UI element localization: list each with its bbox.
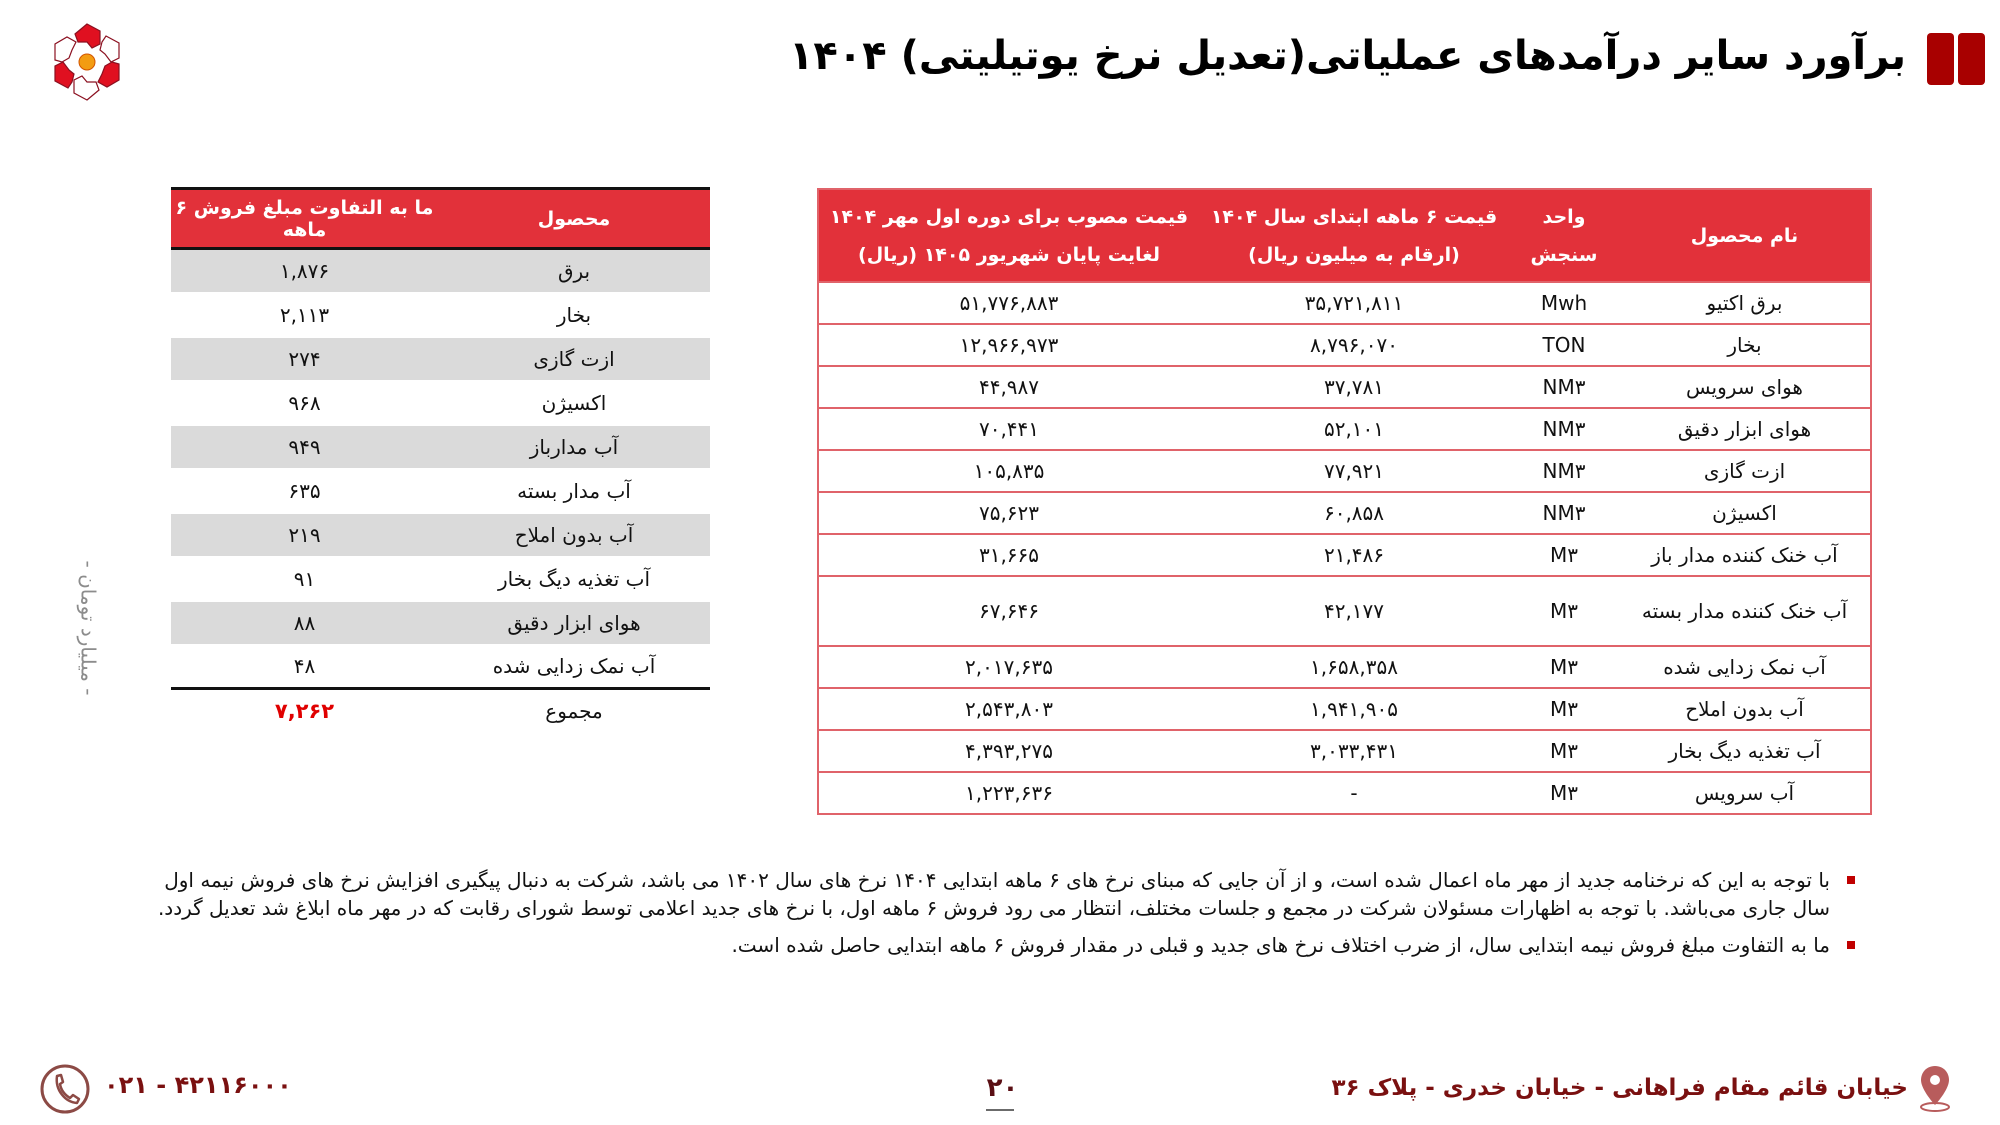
product-cell: آب تغذیه دیگ بخار xyxy=(438,557,710,601)
table-row xyxy=(818,688,1871,730)
total-row xyxy=(171,689,710,733)
price6-cell: ۶۰,۸۵۸ xyxy=(1199,492,1509,534)
name-cell: آب نمک زدایی شده xyxy=(1619,646,1871,688)
total-label: مجموع xyxy=(438,689,710,733)
total-value: ۷,۲۶۲ xyxy=(171,689,438,733)
price6-cell: ۱,۹۴۱,۹۰۵ xyxy=(1199,688,1509,730)
footer-address: خیابان قائم مقام فراهانی - خیابان خدری - پلاک ۳۶ xyxy=(1331,1075,1908,1101)
table-row xyxy=(818,282,1871,324)
column-header-difference: ما به التفاوت مبلغ فروش ۶ ماهه xyxy=(171,189,438,249)
approved-cell: ۶۷,۶۴۶ xyxy=(818,576,1199,646)
table-row xyxy=(818,772,1871,814)
name-cell: هوای سرویس xyxy=(1619,366,1871,408)
value-cell: ۹۶۸ xyxy=(171,381,438,425)
table-row xyxy=(171,601,710,645)
price6-cell: ۱,۶۵۸,۳۵۸ xyxy=(1199,646,1509,688)
approved-cell: ۷۵,۶۲۳ xyxy=(818,492,1199,534)
note-text: با توجه به این که نرخنامه جدید از مهر ماه اعمال شده است، و از آن جایی که مبنای نرخ های ۶ ماهه ابتدایی ۱۴۰۴ نرخ های سال ۱۴۰۲ می باشد، شرکت به دنبال پیگیری افزایش نرخ های فروش نیمه اول سال جاری می‌باشد. با توجه به اظهارات مسئولان شرکت در مجمع و جلسات مختلف، انتظار می رود فروش ۶ ماهه اول، با نرخ های جدید اعلامی توسط شورای رقابت که در مهر ماه ابلاغ شد تعدیل گردد. xyxy=(157,868,1830,920)
table-row xyxy=(818,730,1871,772)
approved-cell: ۲,۵۴۳,۸۰۳ xyxy=(818,688,1199,730)
note-item xyxy=(140,931,1830,959)
unit-cell: M۳ xyxy=(1509,534,1619,576)
table-row xyxy=(818,450,1871,492)
phone-icon xyxy=(40,1064,90,1114)
unit-cell: M۳ xyxy=(1509,646,1619,688)
price6-cell: ۸,۷۹۶,۰۷۰ xyxy=(1199,324,1509,366)
table-row xyxy=(171,337,710,381)
column-header-name: نام محصول xyxy=(1619,189,1871,282)
product-cell: آب نمک زدایی شده xyxy=(438,645,710,689)
page-number-underline xyxy=(986,1109,1014,1111)
company-logo xyxy=(50,22,124,102)
column-header-unit: واحد سنجش xyxy=(1509,189,1619,282)
table-row xyxy=(818,366,1871,408)
product-cell: بخار xyxy=(438,293,710,337)
product-cell: اکسیژن xyxy=(438,381,710,425)
name-cell: آب بدون املاح xyxy=(1619,688,1871,730)
note-item xyxy=(140,866,1830,922)
approved-cell: ۳۱,۶۶۵ xyxy=(818,534,1199,576)
value-cell: ۹۴۹ xyxy=(171,425,438,469)
table-row xyxy=(171,425,710,469)
price6-cell: ۴۲,۱۷۷ xyxy=(1199,576,1509,646)
notes-list xyxy=(140,866,1830,968)
product-cell: آب مدار بسته xyxy=(438,469,710,513)
column-header-product: محصول xyxy=(438,189,710,249)
page-title: برآورد سایر درآمدهای عملیاتی(تعدیل نرخ یوتیلیتی) ۱۴۰۴ xyxy=(789,33,1906,79)
product-cell: برق xyxy=(438,249,710,293)
value-cell: ۲,۱۱۳ xyxy=(171,293,438,337)
table-row xyxy=(818,534,1871,576)
approved-cell: ۵۱,۷۷۶,۸۸۳ xyxy=(818,282,1199,324)
unit-cell: NM۳ xyxy=(1509,408,1619,450)
approved-cell: ۲,۰۱۷,۶۳۵ xyxy=(818,646,1199,688)
value-cell: ۹۱ xyxy=(171,557,438,601)
table-row xyxy=(818,576,1871,646)
column-header-price-6-month: قیمت ۶ ماهه ابتدای سال ۱۴۰۴ (ارقام به میلیون ریال) xyxy=(1199,189,1509,282)
approved-cell: ۱۰۵,۸۳۵ xyxy=(818,450,1199,492)
name-cell: آب تغذیه دیگ بخار xyxy=(1619,730,1871,772)
table-row xyxy=(818,646,1871,688)
value-cell: ۴۸ xyxy=(171,645,438,689)
table-row xyxy=(818,492,1871,534)
title-accent-bars xyxy=(1927,33,1985,85)
unit-cell: NM۳ xyxy=(1509,366,1619,408)
sales-difference-table xyxy=(171,187,710,733)
table-row xyxy=(171,645,710,689)
name-cell: آب خنک کننده مدار باز xyxy=(1619,534,1871,576)
unit-cell: M۳ xyxy=(1509,772,1619,814)
table-row xyxy=(818,324,1871,366)
unit-cell: M۳ xyxy=(1509,688,1619,730)
approved-cell: ۱۲,۹۶۶,۹۷۳ xyxy=(818,324,1199,366)
price6-cell: ۳۷,۷۸۱ xyxy=(1199,366,1509,408)
price6-cell: ۲۱,۴۸۶ xyxy=(1199,534,1509,576)
price6-cell: ۳۵,۷۲۱,۸۱۱ xyxy=(1199,282,1509,324)
unit-label-text: - میلیارد تومان - xyxy=(76,560,100,695)
value-cell: ۲۷۴ xyxy=(171,337,438,381)
unit-cell: M۳ xyxy=(1509,730,1619,772)
unit-label-vertical xyxy=(68,545,108,710)
utility-price-table xyxy=(817,188,1872,815)
column-header-approved-price: قیمت مصوب برای دوره اول مهر ۱۴۰۴ لغایت پایان شهریور ۱۴۰۵ (ریال) xyxy=(818,189,1199,282)
unit-cell: Mwh xyxy=(1509,282,1619,324)
approved-cell: ۱,۲۲۳,۶۳۶ xyxy=(818,772,1199,814)
price6-cell: ۳,۰۳۳,۴۳۱ xyxy=(1199,730,1509,772)
price6-cell: - xyxy=(1199,772,1509,814)
bullet-square-icon xyxy=(1847,941,1855,949)
table-row xyxy=(171,249,710,293)
name-cell: هوای ابزار دقیق xyxy=(1619,408,1871,450)
product-cell: ازت گازی xyxy=(438,337,710,381)
product-cell: هوای ابزار دقیق xyxy=(438,601,710,645)
unit-cell: NM۳ xyxy=(1509,492,1619,534)
table-row xyxy=(171,469,710,513)
value-cell: ۲۱۹ xyxy=(171,513,438,557)
value-cell: ۶۳۵ xyxy=(171,469,438,513)
unit-cell: M۳ xyxy=(1509,576,1619,646)
unit-cell: TON xyxy=(1509,324,1619,366)
table-row xyxy=(171,293,710,337)
table-row xyxy=(171,557,710,601)
name-cell: آب سرویس xyxy=(1619,772,1871,814)
name-cell: بخار xyxy=(1619,324,1871,366)
page-number: ۲۰ xyxy=(986,1073,1019,1103)
bullet-square-icon xyxy=(1847,876,1855,884)
product-cell: آب مدارباز xyxy=(438,425,710,469)
note-text: ما به التفاوت مبلغ فروش نیمه ابتدایی سال، از ضرب اختلاف نرخ های جدید و قبلی در مقدار فروش ۶ ماهه ابتدایی حاصل شده است. xyxy=(731,933,1830,957)
product-cell: آب بدون املاح xyxy=(438,513,710,557)
footer-phone: ۰۲۱ - ۴۲۱۱۶۰۰۰ xyxy=(104,1071,292,1099)
price6-cell: ۵۲,۱۰۱ xyxy=(1199,408,1509,450)
value-cell: ۱,۸۷۶ xyxy=(171,249,438,293)
location-pin-icon xyxy=(1917,1063,1953,1113)
approved-cell: ۴۴,۹۸۷ xyxy=(818,366,1199,408)
approved-cell: ۷۰,۴۴۱ xyxy=(818,408,1199,450)
value-cell: ۸۸ xyxy=(171,601,438,645)
name-cell: آب خنک کننده مدار بسته xyxy=(1619,576,1871,646)
name-cell: اکسیژن xyxy=(1619,492,1871,534)
table-row xyxy=(171,513,710,557)
name-cell: برق اکتیو xyxy=(1619,282,1871,324)
table-row xyxy=(818,408,1871,450)
unit-cell: NM۳ xyxy=(1509,450,1619,492)
price6-cell: ۷۷,۹۲۱ xyxy=(1199,450,1509,492)
table-row xyxy=(171,381,710,425)
name-cell: ازت گازی xyxy=(1619,450,1871,492)
approved-cell: ۴,۳۹۳,۲۷۵ xyxy=(818,730,1199,772)
